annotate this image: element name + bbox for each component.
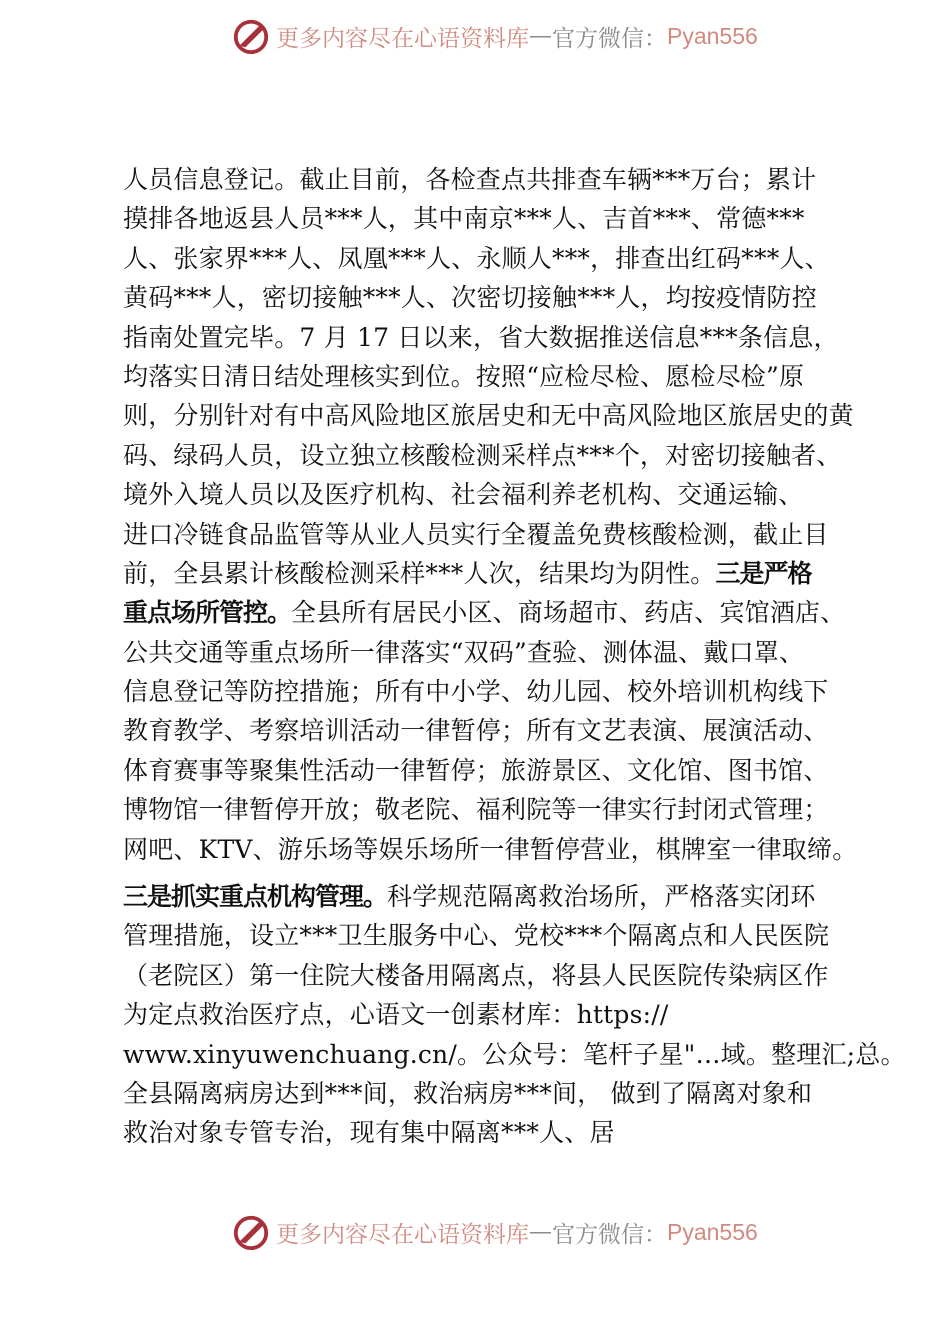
text-line: 博物馆一律暂停开放；敬老院、福利院等一律实行封闭式管理； [123,795,829,825]
section-heading-bold: 三是抓实重点机构管理。 [123,882,388,912]
text-line: 则，分别针对有中高风险地区旅居史和无中高风险地区旅居史的黄 [123,401,854,431]
text-line: （老院区）第一住院大楼备用隔离点，将县人民医院传染病区作 [123,960,829,990]
text-line: 指南处置完毕。7 月 17 日以来，省大数据推送信息***条信息， [123,322,839,352]
text-line: 前，全县累计核酸检测采样***人次，结果均为阴性。三是严格 [123,558,812,588]
text-line: 黄码***人，密切接触***人、次密切接触***人，均按疫情防控 [123,283,817,313]
banner-wechat-label: 官方微信： [552,1221,667,1248]
footer-banner [232,1208,758,1256]
text-line: 三是抓实重点机构管理。科学规范隔离救治场所，严格落实闭环 [123,882,816,912]
banner-wechat-id: Pyan556 [667,1218,758,1245]
banner-wechat-label: 官方微信： [552,25,667,52]
document-body [123,160,906,1153]
text-line: 为定点救治医疗点，心语文一创素材库：https:// [123,1000,669,1030]
text-line: 重点场所管控。全县所有居民小区、商场超市、药店、宾馆酒店、 [123,598,846,628]
quill-pen-logo-icon [232,17,270,55]
text-line: 码、绿码人员，设立独立核酸检测采样点***个，对密切接触者、 [123,440,842,470]
section-heading-bold: 重点场所管控。 [123,598,292,628]
text-line: 救治对象专管专治，现有集中隔离***人、居 [123,1118,615,1148]
text-line: 均落实日清日结处理核实到位。按照“应检尽检、愿检尽检”原 [123,361,805,391]
text-line: 公共交通等重点场所一律落实“双码”查验、测体温、戴口罩、 [123,637,805,667]
text-line: 摸排各地返县人员***人，其中南京***人、吉首***、常德*** [123,204,805,234]
text-line: 人、张家界***人、凤凰***人、永顺人***，排查出红码***人、 [123,243,830,273]
section-heading-bold: 三是严格 [715,558,812,588]
text-line: 人员信息登记。截止目前，各检查点共排查车辆***万台；累计 [123,165,817,194]
banner-promo-text: 更多内容尽在心语资料库 [276,1221,529,1248]
text-line: 信息登记等防控措施；所有中小学、幼儿园、校外培训机构线下 [123,677,829,707]
text-line: www.xinyuwenchuang.cn/。公众号：笔杆子星"…域。整理汇;总。 [123,1039,906,1069]
banner-promo-text: 更多内容尽在心语资料库 [276,25,529,52]
quill-pen-logo-icon [232,1213,270,1251]
header-banner [232,12,758,60]
text-line: 教育教学、考察培训活动一律暂停；所有文艺表演、展演活动、 [123,716,829,746]
text-line: 管理措施，设立***卫生服务中心、党校***个隔离点和人民医院 [123,921,830,951]
text-line: 全县隔离病房达到***间，救治病房***间， 做到了隔离对象和 [123,1078,813,1108]
banner-separator: — [529,23,552,49]
text-line: 网吧、KTV、游乐场等娱乐场所一律暂停营业，棋牌室一律取缔。 [123,834,858,864]
text-line: 进口冷链食品监管等从业人员实行全覆盖免费核酸检测，截止目 [123,519,829,549]
text-line: 境外入境人员以及医疗机构、社会福利养老机构、交通运输、 [123,480,804,510]
banner-wechat-id: Pyan556 [667,22,758,49]
text-line: 体育赛事等聚集性活动一律暂停；旅游景区、文化馆、图书馆、 [123,755,829,785]
banner-separator: — [529,1219,552,1245]
